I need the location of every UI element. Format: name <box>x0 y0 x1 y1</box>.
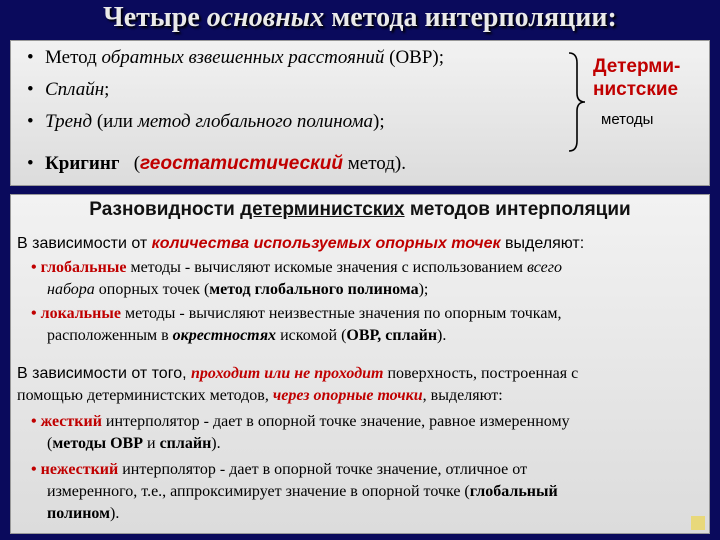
para1-intro <box>17 235 584 253</box>
para2-intro-cont <box>17 387 503 405</box>
text: и <box>143 435 160 452</box>
text: опорных точек ( <box>94 281 210 298</box>
text: ). <box>437 327 447 344</box>
text: измеренного, т.е., аппроксимирует значение в опорной точке ( <box>47 483 470 500</box>
bullet-text: Метод <box>45 47 102 68</box>
heading-underlined: детерминистских <box>240 199 405 220</box>
slide-title <box>0 2 720 34</box>
bullet-italic: Сплайн <box>45 79 105 100</box>
text: помощью детерминистских методов, <box>17 387 273 404</box>
para2-bullet-inexact-cont2 <box>47 505 119 523</box>
red-italic-text: через опорные точки <box>272 387 423 404</box>
bullet-text: ; <box>104 79 110 100</box>
para2-bullet-inexact-cont <box>47 483 558 501</box>
bullet-dot: • <box>27 79 34 100</box>
heading-text: Разновидности <box>89 199 241 220</box>
text: интерполятор - дает в опорной точке значение, отличное от <box>118 461 528 478</box>
bullet-italic: обратных взвешенных расстояний <box>101 47 385 68</box>
text: В зависимости от того, <box>17 365 191 382</box>
bullet-bold: Кригинг <box>45 153 120 174</box>
deterministic-label-line1: Детерми- <box>593 56 681 77</box>
right-brace-icon <box>567 51 587 153</box>
para2-bullet-exact-cont <box>47 435 221 453</box>
para2-bullet-exact <box>31 413 570 431</box>
deterministic-label <box>593 55 705 101</box>
text: ). <box>211 435 221 452</box>
deterministic-panel <box>10 194 710 534</box>
text: расположенным в <box>47 327 173 344</box>
text: ); <box>418 281 429 298</box>
bullet-dot: • <box>31 259 37 276</box>
text: выделяют: <box>500 235 585 252</box>
red-bold-text: глобальные <box>40 259 127 276</box>
text: искомой ( <box>276 327 347 344</box>
title-emphasis: основных <box>206 2 325 33</box>
bullet-text: (ОВР); <box>384 47 445 68</box>
bullet-dot: • <box>31 305 37 322</box>
red-italic-text: проходит или не проходит <box>190 365 384 382</box>
red-bold-text: жесткий <box>40 413 102 430</box>
para1-bullet-global <box>31 259 562 277</box>
text: , выделяют: <box>422 387 503 404</box>
bullet-text: метод). <box>342 153 406 174</box>
methods-panel <box>10 40 710 186</box>
text: поверхность, построенная с <box>383 365 579 382</box>
bold-text: ОВР, сплайн <box>346 327 438 344</box>
bullet-dot: • <box>27 153 34 174</box>
text: методы - вычисляют неизвестные значения по опорным точкам, <box>120 305 562 322</box>
bullet-text: (или <box>92 111 138 132</box>
text: интерполятор - дает в опорной точке значение, равное измеренному <box>101 413 570 430</box>
bullet-red-italic: геостатистический <box>140 153 343 174</box>
text: методы - вычисляют искомые значения с использованием <box>126 259 527 276</box>
bullet-trend <box>27 111 385 133</box>
red-italic-text: количества используемых опорных точек <box>151 235 501 252</box>
text: ( <box>47 435 53 452</box>
bullet-italic: Тренд <box>45 111 93 132</box>
bullet-dot: • <box>27 111 34 132</box>
bullet-dot: • <box>31 413 37 430</box>
bullet-text: ); <box>373 111 385 132</box>
panel-heading <box>11 199 709 221</box>
bullet-text: ( <box>133 153 141 174</box>
bullet-kriging <box>27 153 406 175</box>
deterministic-sublabel: методы <box>601 111 654 128</box>
bullet-ovr <box>27 47 444 69</box>
italic-text: набора <box>47 281 95 298</box>
bullet-dot: • <box>31 461 37 478</box>
bold-text: полином <box>47 505 111 522</box>
deterministic-label-line2: нистские <box>593 79 679 100</box>
text: ). <box>110 505 120 522</box>
bold-text: методы ОВР <box>52 435 143 452</box>
bold-italic-text: окрестностях <box>172 327 277 344</box>
red-bold-text: локальные <box>40 305 121 322</box>
text: В зависимости от <box>17 235 152 252</box>
italic-text: всего <box>527 259 562 276</box>
para1-bullet-local <box>31 305 562 323</box>
bullet-dot: • <box>27 47 34 68</box>
para2-bullet-inexact <box>31 461 527 479</box>
bold-text: метод глобального полинома <box>209 281 419 298</box>
heading-text: методов интерполяции <box>404 199 631 220</box>
para1-bullet-local-cont <box>47 327 446 345</box>
para1-bullet-global-cont <box>47 281 428 299</box>
title-text: Четыре <box>103 2 207 33</box>
para2-intro <box>17 365 578 383</box>
bullet-italic: метод глобального полинома <box>137 111 374 132</box>
bold-text: сплайн <box>159 435 212 452</box>
title-text-end: метода интерполяции: <box>324 2 617 33</box>
slide-corner-marker <box>691 516 705 530</box>
bold-text: глобальный <box>469 483 558 500</box>
bullet-spline <box>27 79 109 101</box>
red-bold-text: нежесткий <box>40 461 119 478</box>
